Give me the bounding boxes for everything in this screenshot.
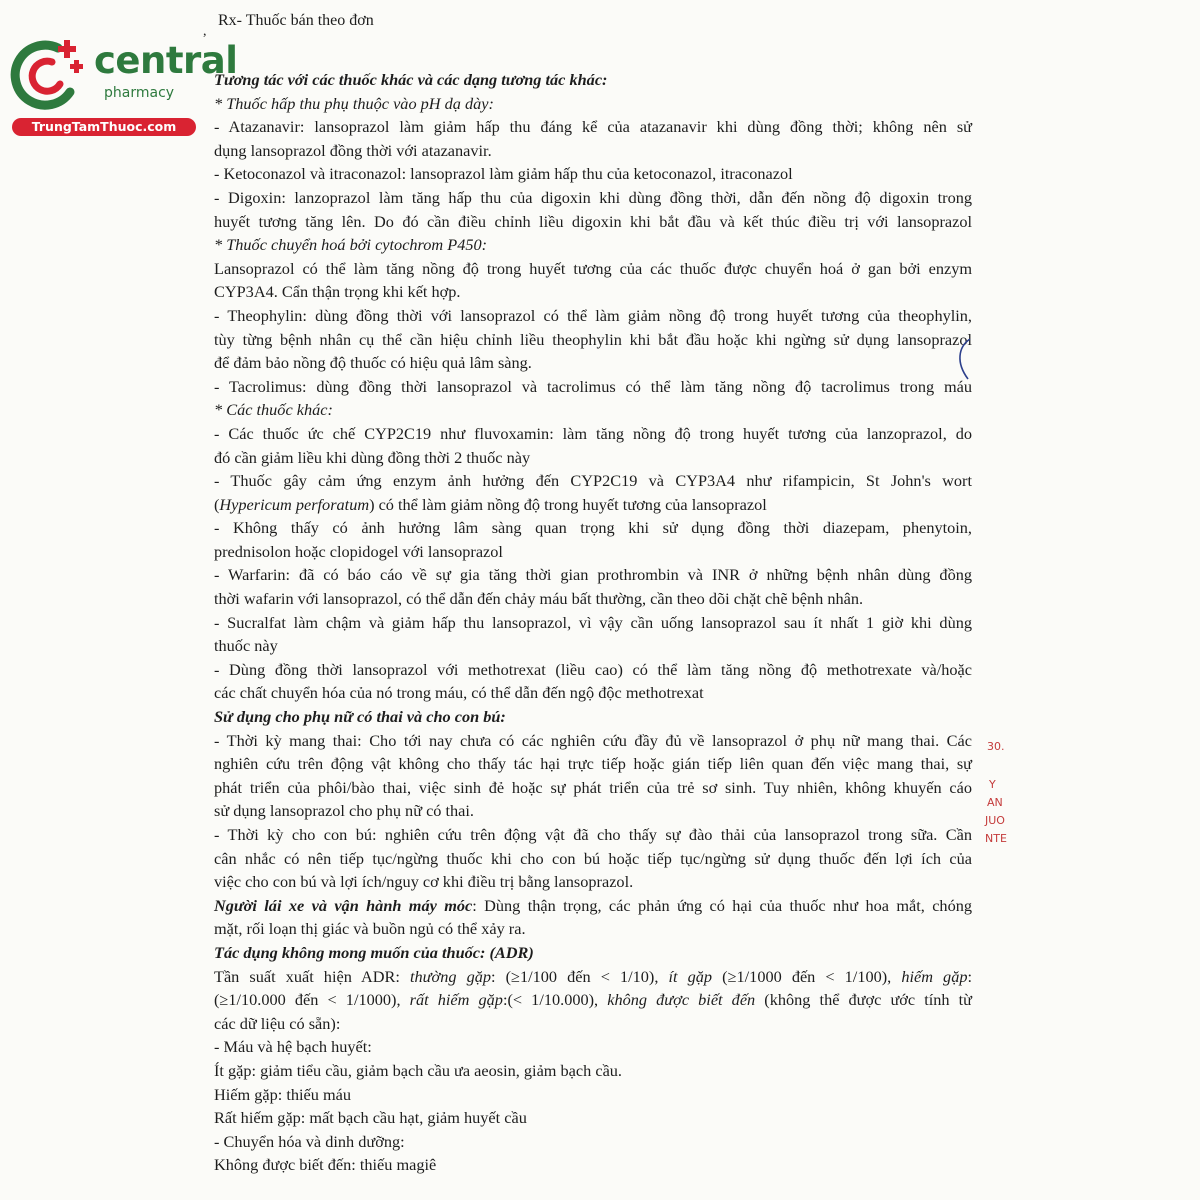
text-line: - Digoxin: lanzoprazol làm tăng hấp thu của digoxin khi dùng đồng thời, dẫn đến nồng độ digoxin trong (214, 187, 972, 207)
page-header: Rx- Thuốc bán theo đơn (218, 12, 374, 29)
text-line: - Tacrolimus: dùng đồng thời lansoprazol và tacrolimus có thể làm tăng nồng độ tacrolimus trong máu (214, 376, 972, 396)
stamp-text: AN (987, 796, 1003, 809)
text-fragment: (≥1/10.000 đến < 1/1000), (214, 990, 410, 1010)
text-line: prednisolon hoặc clopidogel với lansoprazol (214, 541, 503, 561)
text-line: CYP3A4. Cẩn thận trọng khi kết hợp. (214, 282, 461, 302)
text-fragment: Tần suất xuất hiện ADR: (214, 966, 410, 986)
text-line: Lansoprazol có thể làm tăng nồng độ trong huyết tương của các thuốc được chuyển hoá ở gan bởi enzym (214, 258, 972, 278)
section-heading: Tương tác với các thuốc khác và các dạng tương tác khác: (214, 70, 608, 89)
text-line: thuốc này (214, 636, 278, 656)
text-line (214, 493, 972, 517)
text-line: - Máu và hệ bạch huyết: (214, 1037, 372, 1057)
text-line: các chất chuyển hóa của nó trong máu, có thể dẫn đến ngộ độc methotrexat (214, 683, 704, 703)
text-line: thời wafarin với lansoprazol, có thể dẫn đến chảy máu bất thường, cần theo dõi chặt chẽ bệnh nhân. (214, 589, 864, 609)
tick-mark: , (203, 24, 207, 39)
text-line (214, 894, 972, 918)
text-line: - Không thấy có ảnh hưởng lâm sàng quan trọng khi sử dụng đồng thời diazepam, phenytoin, (214, 518, 972, 538)
text-line: dụng lansoprazol đồng thời với atazanavir. (214, 140, 492, 160)
text-fragment: (không thể được ước tính từ (755, 990, 973, 1010)
text-line: - Theophylin: dùng đồng thời với lansoprazol có thể làm giảm nồng độ trong huyết tương của theophylin, (214, 305, 972, 325)
text-fragment: : (≥1/100 đến < 1/10), (491, 966, 669, 986)
species-name: Hypericum perforatum (219, 494, 370, 514)
text-fragment: :(< 1/10.000), (502, 990, 608, 1010)
text-line: tùy từng bệnh nhân cụ thể cần hiệu chỉnh liều theophylin khi bắt đầu hoặc khi ngừng sử dụng lansoprazol (214, 329, 972, 349)
section-heading: Tác dụng không mong muốn của thuốc: (ADR) (214, 942, 534, 962)
central-pharmacy-logo[interactable] (8, 36, 238, 136)
logo-mark-icon (8, 36, 94, 114)
text-line: cân nhắc có nên tiếp tục/ngừng thuốc khi cho con bú hoặc tiếp tục/ngừng sử dụng thuốc đến lợi ích của (214, 848, 972, 868)
subheading: * Thuốc hấp thu phụ thuộc vào pH dạ dày: (214, 93, 494, 113)
brand-site[interactable]: TrungTamThuoc.com (12, 118, 196, 136)
text-line: phát triển của phôi/bào thai, việc sinh đẻ hoặc sự phát triển của trẻ sơ sinh. Tuy nhiên, không khuyến cáo (214, 777, 972, 797)
text-line: - Dùng đồng thời lansoprazol với methotrexat (liều cao) có thể làm tăng nồng độ methotrexate và/hoặc (214, 659, 972, 679)
text-fragment: ) có thể làm giảm nồng độ trong huyết tương của lansoprazol (369, 494, 767, 514)
brand-name: central (94, 39, 238, 82)
text-line (214, 965, 972, 989)
text-line: các dữ liệu có sẵn): (214, 1013, 341, 1033)
text-line: sử dụng lansoprazol cho phụ nữ có thai. (214, 801, 475, 821)
frequency-term: rất hiếm gặp (409, 990, 503, 1010)
text-line: nghiên cứu trên động vật không cho thấy tác hại trực tiếp hoặc gián tiếp liên quan đến việc mang thai, sự (214, 754, 972, 774)
document-body (214, 68, 972, 1177)
frequency-term: không được biết đến (607, 990, 756, 1010)
text-line: - Chuyển hóa và dinh dưỡng: (214, 1131, 405, 1151)
text-fragment: : (967, 966, 973, 986)
text-line (214, 988, 972, 1012)
text-fragment: ( (214, 494, 220, 514)
text-line: - Ketoconazol và itraconazol: lansoprazol làm giảm hấp thu của ketoconazol, itraconazol (214, 164, 793, 184)
text-line: - Atazanavir: lansoprazol làm giảm hấp thu đáng kể của atazanavir khi dùng đồng thời; không nên sử (214, 117, 972, 137)
text-line: huyết tương tăng lên. Do đó cần điều chỉnh liều digoxin khi bắt đầu và kết thúc điều trị với lansoprazol (214, 211, 972, 231)
stamp-text: JUO (985, 814, 1005, 827)
text-line: Ít gặp: giảm tiểu cầu, giảm bạch cầu ưa aeosin, giảm bạch cầu. (214, 1060, 623, 1080)
text-fragment: (≥1/1000 đến < 1/100), (712, 966, 902, 986)
text-line: - Warfarin: đã có báo cáo về sự gia tăng thời gian prothrombin và INR ở những bệnh nhân dùng đồng (214, 565, 972, 585)
subheading: * Thuốc chuyển hoá bởi cytochrom P450: (214, 235, 488, 255)
pen-mark-icon (950, 335, 980, 385)
text-line: - Sucralfat làm chậm và giảm hấp thu lansoprazol, vì vậy cần uống lansoprazol sau ít nhất 1 giờ khi dùng (214, 612, 972, 632)
text-line: mặt, rối loạn thị giác và buồn ngủ có thể xảy ra. (214, 919, 526, 939)
text-line: - Các thuốc ức chế CYP2C19 như fluvoxamin: làm tăng nồng độ trong huyết tương của lanzoprazol, do (214, 423, 972, 443)
text-line: - Thuốc gây cảm ứng enzym ảnh hưởng đến CYP2C19 và CYP3A4 như rifampicin, St John's wort (214, 471, 972, 491)
text-line: - Thời kỳ cho con bú: nghiên cứu trên động vật đã cho thấy sự đào thải của lansoprazol trong sữa. Cần (214, 825, 972, 844)
inline-heading: Người lái xe và vận hành máy móc (214, 895, 473, 915)
stamp-text: Y (989, 778, 996, 791)
text-line: việc cho con bú và lợi ích/nguy cơ khi điều trị bằng lansoprazol. (214, 872, 634, 892)
text-line: Không được biết đến: thiếu magiê (214, 1155, 437, 1175)
stamp-fragment (985, 550, 1025, 890)
subheading: * Các thuốc khác: (214, 400, 333, 420)
text-line: Hiếm gặp: thiếu máu (214, 1084, 351, 1104)
text-line: để đảm bảo nồng độ thuốc có hiệu quả lâm sàng. (214, 353, 532, 373)
frequency-term: ít gặp (668, 966, 713, 986)
section-heading: Sử dụng cho phụ nữ có thai và cho con bú: (214, 707, 506, 727)
text-line: - Thời kỳ mang thai: Cho tới nay chưa có các nghiên cứu đầy đủ về lansoprazol ở phụ nữ mang thai. Các (214, 730, 972, 750)
text-line: đó cần giảm liều khi dùng đồng thời 2 thuốc này (214, 447, 531, 467)
stamp-text: NTE (985, 832, 1007, 845)
stamp-text: 30. (987, 740, 1005, 753)
frequency-term: hiếm gặp (901, 966, 968, 986)
text-line: Rất hiếm gặp: mất bạch cầu hạt, giảm huyết cầu (214, 1108, 527, 1128)
text-fragment: : Dùng thận trọng, các phản ứng có hại của thuốc như hoa mắt, chóng (472, 895, 972, 915)
frequency-term: thường gặp (410, 966, 492, 986)
brand-sub: pharmacy (104, 85, 175, 101)
